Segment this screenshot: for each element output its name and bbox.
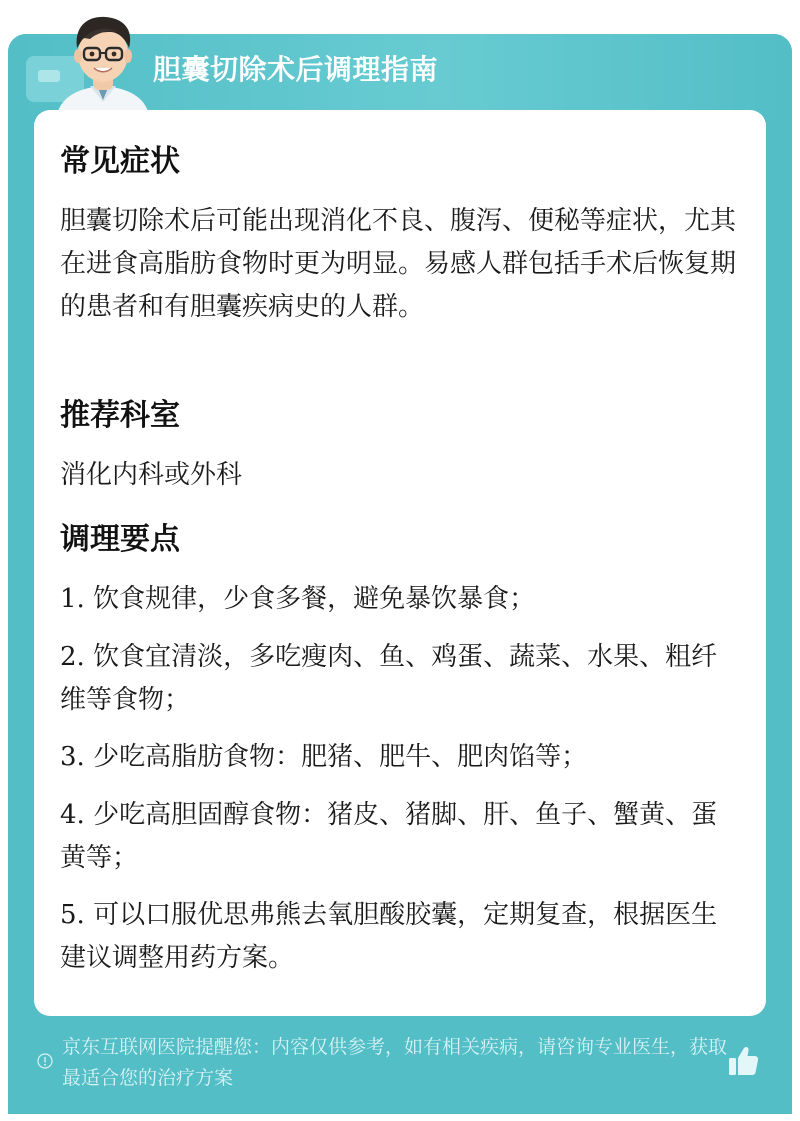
- care-item: [60, 636, 740, 722]
- care-item-text: 少吃高脂肪食物：肥猪、肥牛、肥肉馅等；: [93, 742, 588, 772]
- care-item-number: 2.: [60, 642, 85, 672]
- section-title-symptoms: 常见症状: [60, 144, 180, 179]
- disclaimer-text: 京东互联网医院提醒您：内容仅供参考，如有相关疾病，请咨询专业医生，获取最适合您的治疗方案: [62, 1036, 728, 1089]
- care-item-text: 饮食规律，少食多餐，避免暴饮暴食；: [93, 584, 536, 614]
- care-item-number: 3.: [60, 742, 85, 772]
- department-text: 消化内科或外科: [60, 460, 243, 490]
- symptoms-text: 胆囊切除术后可能出现消化不良、腹泻、便秘等症状，尤其在进食高脂肪食物时更为明显。易感人群包括手术后恢复期的患者和有胆囊疾病史的人群。: [60, 206, 737, 322]
- thumbs-up-icon[interactable]: [726, 1044, 760, 1078]
- content-card: [34, 110, 766, 1016]
- care-item-text: 可以口服优思弗熊去氧胆酸胶囊，定期复查，根据医生建议调整用药方案。: [60, 900, 718, 973]
- page-title: 胆囊切除术后调理指南: [153, 53, 439, 86]
- care-item-number: 4.: [60, 800, 85, 830]
- care-item-text: 饮食宜清淡，多吃瘦肉、鱼、鸡蛋、蔬菜、水果、粗纤维等食物；: [60, 642, 718, 715]
- section-title-care: 调理要点: [60, 522, 180, 557]
- care-item-number: 5.: [60, 900, 85, 930]
- care-item: [60, 794, 740, 880]
- footer-disclaimer: [8, 1030, 792, 1114]
- section-title-department: 推荐科室: [60, 398, 180, 433]
- care-item-text: 少吃高胆固醇食物：猪皮、猪脚、肝、鱼子、蟹黄、蛋黄等；: [60, 800, 718, 873]
- care-item: [60, 894, 740, 980]
- care-item: [60, 736, 740, 779]
- info-circle-icon: [37, 1053, 53, 1069]
- care-item-number: 1.: [60, 584, 85, 614]
- doctor-avatar: [48, 8, 158, 120]
- care-item: [60, 578, 740, 621]
- guide-panel: [8, 34, 792, 1114]
